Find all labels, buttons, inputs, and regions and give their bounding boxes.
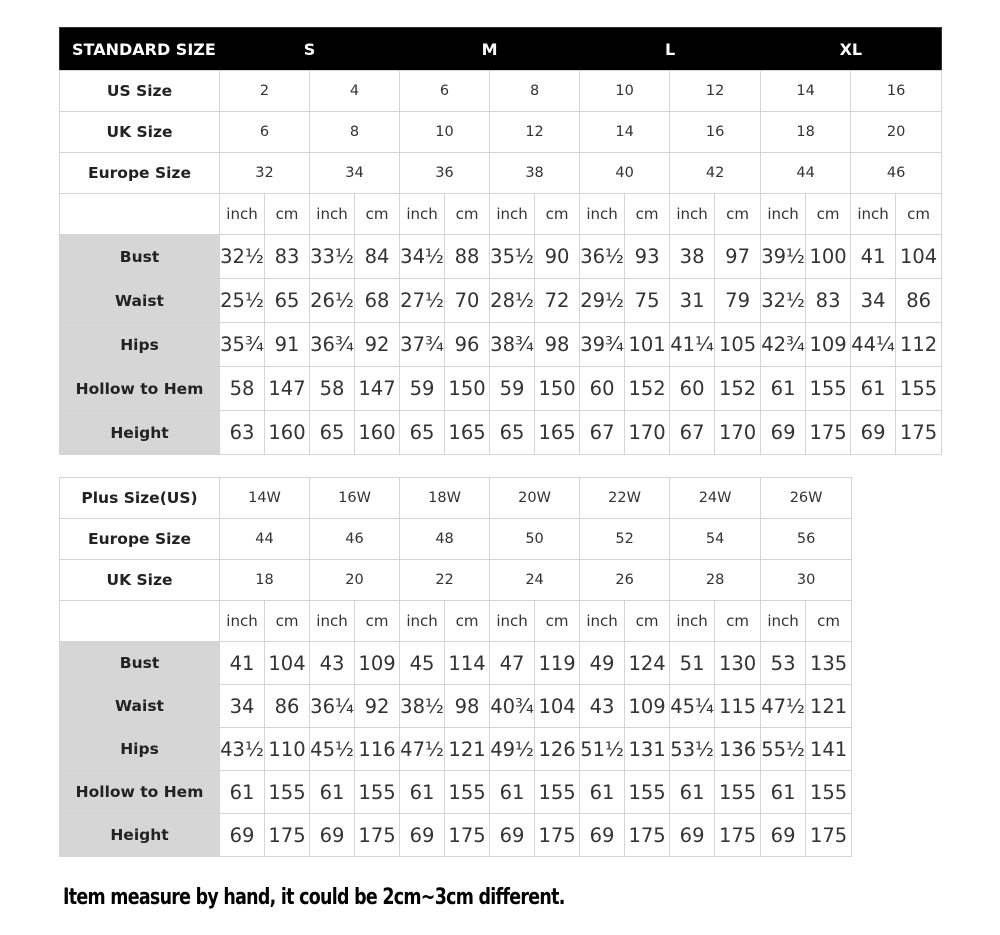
measurement-cell: 98: [445, 685, 490, 728]
measurement-cell: 91: [265, 323, 310, 367]
measurement-cell: 49½: [490, 728, 535, 771]
size-cell: 40: [580, 153, 670, 194]
measurement-cell: 70: [445, 279, 490, 323]
size-cell: 12: [490, 112, 580, 153]
row-label: UK Size: [60, 112, 220, 153]
measurement-cell: 61: [761, 771, 806, 814]
measurement-cell: 69: [490, 814, 535, 857]
measurement-label: Height: [60, 411, 220, 455]
measurement-label: Height: [60, 814, 220, 857]
measurement-label: Bust: [60, 642, 220, 685]
measurement-cell: 109: [355, 642, 400, 685]
size-cell: 18: [761, 112, 851, 153]
size-group-s: S: [220, 28, 400, 71]
unit-cm: cm: [715, 194, 761, 235]
header-label: STANDARD SIZE: [60, 28, 220, 71]
measurement-cell: 36¼: [310, 685, 355, 728]
plus-size-row: [60, 478, 852, 519]
measurement-cell: 32½: [220, 235, 265, 279]
standard-size-table: [59, 27, 942, 455]
unit-cm: cm: [625, 194, 670, 235]
size-cell: 6: [400, 71, 490, 112]
measurement-cell: 155: [715, 771, 761, 814]
measurement-label: Waist: [60, 685, 220, 728]
measurement-cell: 69: [851, 411, 896, 455]
unit-cm: cm: [535, 601, 580, 642]
plus-size-table: [59, 477, 852, 857]
measurement-cell: 43: [310, 642, 355, 685]
measurement-cell: 152: [715, 367, 761, 411]
size-cell: 44: [761, 153, 851, 194]
size-cell: 54: [670, 519, 761, 560]
measurement-cell: 175: [896, 411, 942, 455]
measurement-cell: 61: [310, 771, 355, 814]
measurement-cell: 47: [490, 642, 535, 685]
measurement-cell: 65: [310, 411, 355, 455]
measurement-cell: 104: [535, 685, 580, 728]
unit-cm: cm: [445, 194, 490, 235]
measurement-cell: 69: [670, 814, 715, 857]
measurement-cell: 155: [535, 771, 580, 814]
size-group-l: L: [580, 28, 761, 71]
measurement-row: [60, 642, 852, 685]
measurement-cell: 55½: [761, 728, 806, 771]
unit-cm: cm: [355, 601, 400, 642]
measurement-cell: 175: [806, 814, 852, 857]
measurement-cell: 175: [265, 814, 310, 857]
measurement-cell: 51½: [580, 728, 625, 771]
size-cell: 44: [220, 519, 310, 560]
unit-inch: inch: [670, 194, 715, 235]
measurement-cell: 170: [715, 411, 761, 455]
measurement-cell: 155: [265, 771, 310, 814]
measurement-cell: 68: [355, 279, 400, 323]
measurement-cell: 53½: [670, 728, 715, 771]
measurement-label: Hips: [60, 323, 220, 367]
measurement-cell: 115: [715, 685, 761, 728]
measurement-row: [60, 367, 942, 411]
measurement-row: [60, 411, 942, 455]
measurement-cell: 92: [355, 323, 400, 367]
size-cell: 14: [761, 71, 851, 112]
measurement-cell: 27½: [400, 279, 445, 323]
measurement-cell: 25½: [220, 279, 265, 323]
measurement-cell: 104: [896, 235, 942, 279]
row-label: Europe Size: [60, 519, 220, 560]
unit-cm: cm: [265, 194, 310, 235]
measurement-cell: 40¾: [490, 685, 535, 728]
measurement-row: [60, 323, 942, 367]
measurement-cell: 28½: [490, 279, 535, 323]
header-row: [60, 28, 942, 71]
measurement-cell: 69: [580, 814, 625, 857]
size-cell: 42: [670, 153, 761, 194]
unit-cm: cm: [535, 194, 580, 235]
measurement-cell: 152: [625, 367, 670, 411]
measurement-cell: 84: [355, 235, 400, 279]
unit-inch: inch: [220, 601, 265, 642]
unit-cm: cm: [806, 194, 851, 235]
size-row: [60, 112, 942, 153]
measurement-label: Waist: [60, 279, 220, 323]
measurement-cell: 124: [625, 642, 670, 685]
size-cell: 18W: [400, 478, 490, 519]
measurement-cell: 150: [535, 367, 580, 411]
measurement-cell: 155: [896, 367, 942, 411]
measurement-row: [60, 728, 852, 771]
measurement-cell: 65: [265, 279, 310, 323]
measurement-cell: 86: [265, 685, 310, 728]
size-cell: 20W: [490, 478, 580, 519]
size-cell: 14: [580, 112, 670, 153]
measurement-cell: 53: [761, 642, 806, 685]
size-cell: 22W: [580, 478, 670, 519]
unit-inch: inch: [851, 194, 896, 235]
size-cell: 20: [310, 560, 400, 601]
unit-inch: inch: [310, 601, 355, 642]
measurement-cell: 59: [490, 367, 535, 411]
measurement-cell: 51: [670, 642, 715, 685]
size-cell: 24: [490, 560, 580, 601]
measurement-cell: 88: [445, 235, 490, 279]
measurement-label: Hips: [60, 728, 220, 771]
measurement-cell: 61: [490, 771, 535, 814]
measurement-cell: 34: [220, 685, 265, 728]
unit-cm: cm: [896, 194, 942, 235]
measurement-cell: 105: [715, 323, 761, 367]
measurement-cell: 60: [670, 367, 715, 411]
size-cell: 18: [220, 560, 310, 601]
measurement-cell: 131: [625, 728, 670, 771]
size-cell: 8: [310, 112, 400, 153]
measurement-cell: 69: [761, 411, 806, 455]
size-cell: 30: [761, 560, 852, 601]
measurement-cell: 43: [580, 685, 625, 728]
unit-cm: cm: [445, 601, 490, 642]
measurement-cell: 67: [670, 411, 715, 455]
size-cell: 16W: [310, 478, 400, 519]
size-cell: 46: [851, 153, 942, 194]
measurement-cell: 93: [625, 235, 670, 279]
measurement-cell: 170: [625, 411, 670, 455]
measurement-cell: 155: [806, 771, 852, 814]
measurement-cell: 45¼: [670, 685, 715, 728]
measurement-row: [60, 685, 852, 728]
unit-inch: inch: [400, 194, 445, 235]
unit-cm: cm: [625, 601, 670, 642]
measurement-cell: 175: [715, 814, 761, 857]
plus-size-row: [60, 560, 852, 601]
measurement-cell: 38½: [400, 685, 445, 728]
measurement-cell: 61: [400, 771, 445, 814]
measurement-cell: 101: [625, 323, 670, 367]
measurement-cell: 160: [265, 411, 310, 455]
measurement-cell: 104: [265, 642, 310, 685]
measurement-cell: 175: [355, 814, 400, 857]
measurement-cell: 35¾: [220, 323, 265, 367]
unit-inch: inch: [490, 601, 535, 642]
measurement-cell: 155: [806, 367, 851, 411]
size-cell: 16: [670, 112, 761, 153]
measurement-cell: 109: [625, 685, 670, 728]
measurement-cell: 155: [445, 771, 490, 814]
measurement-cell: 26½: [310, 279, 355, 323]
measurement-cell: 121: [445, 728, 490, 771]
measurement-cell: 58: [220, 367, 265, 411]
measurement-cell: 165: [535, 411, 580, 455]
measurement-cell: 63: [220, 411, 265, 455]
measurement-cell: 61: [761, 367, 806, 411]
measurement-cell: 136: [715, 728, 761, 771]
measurement-cell: 41: [851, 235, 896, 279]
plus-size-row: [60, 519, 852, 560]
size-cell: 38: [490, 153, 580, 194]
measurement-cell: 65: [400, 411, 445, 455]
measurement-cell: 34½: [400, 235, 445, 279]
measurement-cell: 98: [535, 323, 580, 367]
size-row: [60, 153, 942, 194]
unit-inch: inch: [670, 601, 715, 642]
size-cell: 34: [310, 153, 400, 194]
measurement-cell: 175: [535, 814, 580, 857]
measurement-cell: 32½: [761, 279, 806, 323]
size-cell: 6: [220, 112, 310, 153]
measurement-cell: 34: [851, 279, 896, 323]
measurement-cell: 114: [445, 642, 490, 685]
size-cell: 36: [400, 153, 490, 194]
measurement-cell: 44¼: [851, 323, 896, 367]
unit-inch: inch: [580, 601, 625, 642]
measurement-cell: 86: [896, 279, 942, 323]
unit-cm: cm: [806, 601, 852, 642]
measurement-cell: 69: [400, 814, 445, 857]
size-group-m: M: [400, 28, 580, 71]
measurement-cell: 96: [445, 323, 490, 367]
measurement-row: [60, 814, 852, 857]
measurement-cell: 92: [355, 685, 400, 728]
measurement-cell: 69: [761, 814, 806, 857]
size-row: [60, 71, 942, 112]
measurement-cell: 72: [535, 279, 580, 323]
measurement-cell: 39½: [761, 235, 806, 279]
size-cell: 22: [400, 560, 490, 601]
measurement-cell: 65: [490, 411, 535, 455]
size-cell: 46: [310, 519, 400, 560]
size-cell: 26: [580, 560, 670, 601]
measurement-cell: 47½: [400, 728, 445, 771]
size-cell: 56: [761, 519, 852, 560]
measurement-cell: 43½: [220, 728, 265, 771]
measurement-row: [60, 235, 942, 279]
measurement-cell: 39¾: [580, 323, 625, 367]
measurement-cell: 109: [806, 323, 851, 367]
row-label: UK Size: [60, 560, 220, 601]
size-cell: 12: [670, 71, 761, 112]
row-label: Plus Size(US): [60, 478, 220, 519]
measurement-cell: 175: [445, 814, 490, 857]
measurement-cell: 49: [580, 642, 625, 685]
size-cell: 10: [580, 71, 670, 112]
measurement-cell: 175: [806, 411, 851, 455]
measurement-cell: 59: [400, 367, 445, 411]
measurement-cell: 130: [715, 642, 761, 685]
measurement-cell: 36¾: [310, 323, 355, 367]
measurement-cell: 126: [535, 728, 580, 771]
unit-cm: cm: [265, 601, 310, 642]
unit-inch: inch: [580, 194, 625, 235]
size-cell: 16: [851, 71, 942, 112]
unit-cm: cm: [715, 601, 761, 642]
row-label: US Size: [60, 71, 220, 112]
unit-row-blank: [60, 601, 220, 642]
size-cell: 14W: [220, 478, 310, 519]
measurement-cell: 110: [265, 728, 310, 771]
measurement-cell: 45: [400, 642, 445, 685]
size-cell: 52: [580, 519, 670, 560]
unit-inch: inch: [490, 194, 535, 235]
measurement-cell: 58: [310, 367, 355, 411]
measurement-cell: 141: [806, 728, 852, 771]
measurement-cell: 41: [220, 642, 265, 685]
measurement-cell: 155: [625, 771, 670, 814]
measurement-cell: 121: [806, 685, 852, 728]
size-cell: 8: [490, 71, 580, 112]
size-cell: 26W: [761, 478, 852, 519]
measurement-cell: 41¼: [670, 323, 715, 367]
row-label: Europe Size: [60, 153, 220, 194]
unit-row: [60, 601, 852, 642]
unit-inch: inch: [761, 194, 806, 235]
measurement-cell: 83: [806, 279, 851, 323]
unit-inch: inch: [761, 601, 806, 642]
size-cell: 28: [670, 560, 761, 601]
measurement-cell: 47½: [761, 685, 806, 728]
measurement-cell: 35½: [490, 235, 535, 279]
unit-inch: inch: [400, 601, 445, 642]
measurement-cell: 160: [355, 411, 400, 455]
measurement-cell: 135: [806, 642, 852, 685]
measurement-cell: 45½: [310, 728, 355, 771]
size-cell: 2: [220, 71, 310, 112]
measurement-cell: 147: [265, 367, 310, 411]
measurement-cell: 97: [715, 235, 761, 279]
measurement-cell: 67: [580, 411, 625, 455]
measurement-cell: 116: [355, 728, 400, 771]
measurement-cell: 119: [535, 642, 580, 685]
measurement-note: Item measure by hand, it could be 2cm~3cm different.: [63, 885, 565, 910]
measurement-cell: 79: [715, 279, 761, 323]
measurement-cell: 38¾: [490, 323, 535, 367]
measurement-cell: 100: [806, 235, 851, 279]
measurement-cell: 31: [670, 279, 715, 323]
measurement-cell: 75: [625, 279, 670, 323]
measurement-cell: 36½: [580, 235, 625, 279]
measurement-cell: 37¾: [400, 323, 445, 367]
unit-inch: inch: [310, 194, 355, 235]
measurement-cell: 112: [896, 323, 942, 367]
measurement-cell: 61: [851, 367, 896, 411]
measurement-row: [60, 279, 942, 323]
measurement-cell: 42¾: [761, 323, 806, 367]
measurement-cell: 60: [580, 367, 625, 411]
size-group-xl: XL: [761, 28, 942, 71]
measurement-label: Bust: [60, 235, 220, 279]
size-cell: 20: [851, 112, 942, 153]
size-cell: 24W: [670, 478, 761, 519]
measurement-cell: 83: [265, 235, 310, 279]
size-cell: 32: [220, 153, 310, 194]
measurement-label: Hollow to Hem: [60, 771, 220, 814]
measurement-cell: 33½: [310, 235, 355, 279]
measurement-row: [60, 771, 852, 814]
measurement-cell: 69: [310, 814, 355, 857]
measurement-cell: 69: [220, 814, 265, 857]
unit-cm: cm: [355, 194, 400, 235]
measurement-cell: 61: [220, 771, 265, 814]
unit-row: [60, 194, 942, 235]
measurement-label: Hollow to Hem: [60, 367, 220, 411]
measurement-cell: 165: [445, 411, 490, 455]
measurement-cell: 61: [580, 771, 625, 814]
measurement-cell: 90: [535, 235, 580, 279]
measurement-cell: 155: [355, 771, 400, 814]
measurement-cell: 147: [355, 367, 400, 411]
measurement-cell: 29½: [580, 279, 625, 323]
measurement-cell: 175: [625, 814, 670, 857]
unit-row-blank: [60, 194, 220, 235]
measurement-cell: 61: [670, 771, 715, 814]
measurement-cell: 38: [670, 235, 715, 279]
measurement-cell: 150: [445, 367, 490, 411]
size-cell: 50: [490, 519, 580, 560]
size-cell: 48: [400, 519, 490, 560]
size-cell: 4: [310, 71, 400, 112]
unit-inch: inch: [220, 194, 265, 235]
size-cell: 10: [400, 112, 490, 153]
